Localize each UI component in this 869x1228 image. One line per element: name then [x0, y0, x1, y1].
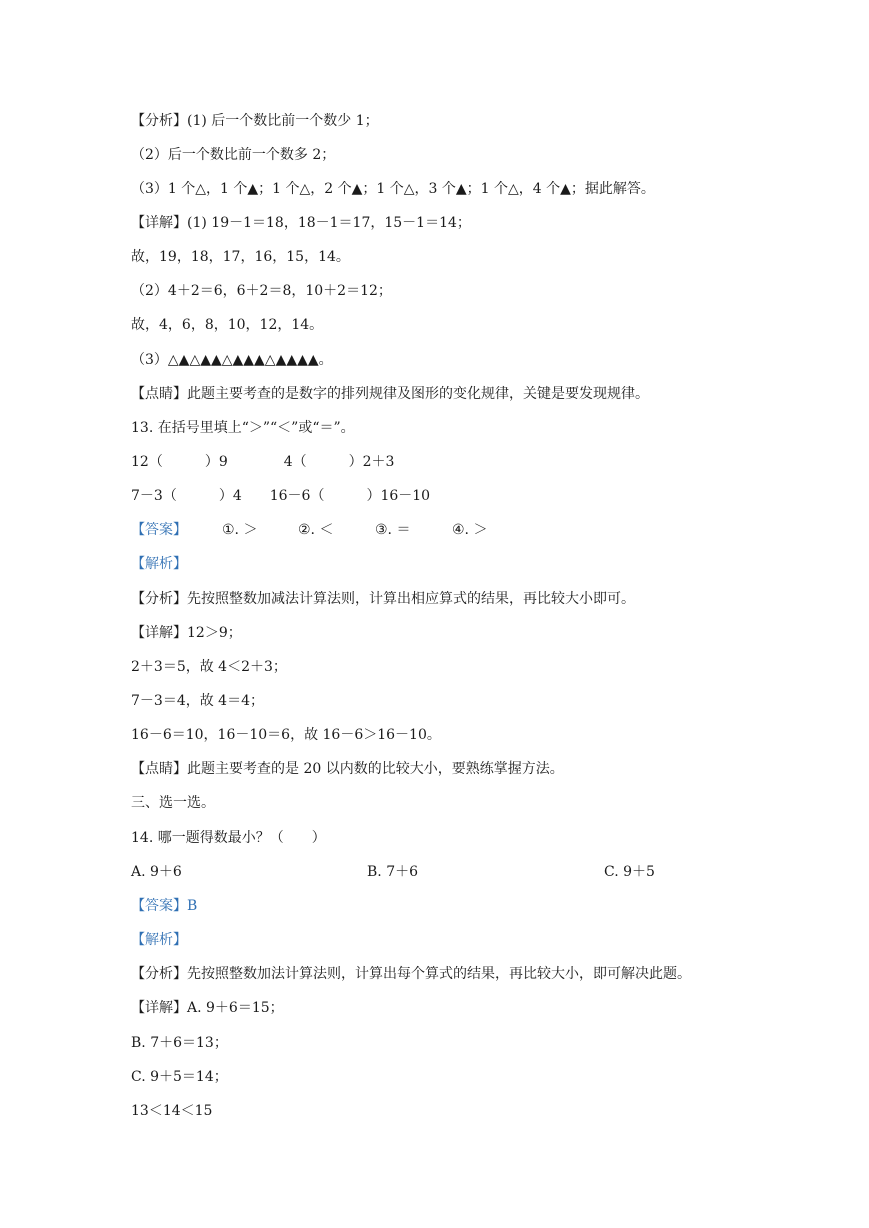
option-a: A. 9＋6	[131, 864, 182, 880]
analysis-3: （3）1 个△，1 个▲；1 个△，2 个▲；1 个△，3 个▲；1 个△，4 个▲；据此解答。	[131, 181, 655, 197]
analysis-1: 【分析】(1) 后一个数比前一个数少 1；	[131, 113, 379, 129]
detail-14-compare: 13＜14＜15	[131, 1103, 213, 1119]
detail-2: （2）4＋2＝6，6＋2＝8，10＋2＝12；	[131, 283, 392, 299]
detail-3: （3）△▲△▲▲△▲▲▲△▲▲▲▲。	[131, 352, 333, 368]
analysis-14: 【分析】先按照整数加法计算法则，计算出每个算式的结果，再比较大小，即可解决此题。	[131, 966, 691, 982]
detail-14-b: B. 7＋6＝13；	[131, 1035, 228, 1051]
detail-14-c: C. 9＋5＝14；	[131, 1069, 228, 1085]
detail-13-4: 16－6＝10，16－10＝6，故 16－6＞16－10。	[131, 727, 441, 743]
question-14: 14. 哪一题得数最小？（ ）	[131, 830, 326, 846]
analysis-2: （2）后一个数比前一个数多 2；	[131, 147, 336, 163]
analysis-13: 【分析】先按照整数加减法计算法则，计算出相应算式的结果，再比较大小即可。	[131, 591, 635, 607]
answer-13-3: ③. ＝	[375, 522, 411, 538]
explanation-label-13: 【解析】	[131, 556, 187, 572]
option-b: B. 7＋6	[367, 864, 419, 880]
detail-14-a: 【详解】A. 9＋6＝15；	[131, 1000, 284, 1016]
answer-14: 【答案】B	[131, 898, 198, 914]
detail-1: 【详解】(1) 19－1＝18，18－1＝17，15－1＝14；	[131, 215, 471, 231]
question-13: 13. 在括号里填上“＞”“＜”或“＝”。	[131, 420, 355, 436]
question-13-row1: 12（ ）9 4（ ）2＋3	[131, 454, 395, 470]
answer-13-1: ①. ＞	[222, 522, 258, 538]
answer-label-13: 【答案】	[131, 522, 187, 538]
question-13-row2: 7－3（ ）4 16－6（ ）16－10	[131, 488, 431, 504]
comment-13: 【点睛】此题主要考查的是 20 以内数的比较大小，要熟练掌握方法。	[131, 761, 564, 777]
detail-13-2: 2＋3＝5，故 4＜2＋3；	[131, 659, 287, 675]
comment-12: 【点睛】此题主要考查的是数字的排列规律及图形的变化规律，关键是要发现规律。	[131, 386, 649, 402]
option-c: C. 9＋5	[604, 864, 655, 880]
explanation-label-14: 【解析】	[131, 932, 187, 948]
section-3-heading: 三、选一选。	[131, 795, 215, 811]
detail-2-answer: 故，4，6，8，10，12，14。	[131, 317, 324, 333]
detail-1-answer: 故，19，18，17，16，15，14。	[131, 249, 350, 265]
detail-13-1: 【详解】12＞9；	[131, 625, 242, 641]
answer-13-4: ④. ＞	[452, 522, 488, 538]
answer-13-2: ②. ＜	[298, 522, 334, 538]
detail-13-3: 7－3＝4，故 4＝4；	[131, 693, 264, 709]
